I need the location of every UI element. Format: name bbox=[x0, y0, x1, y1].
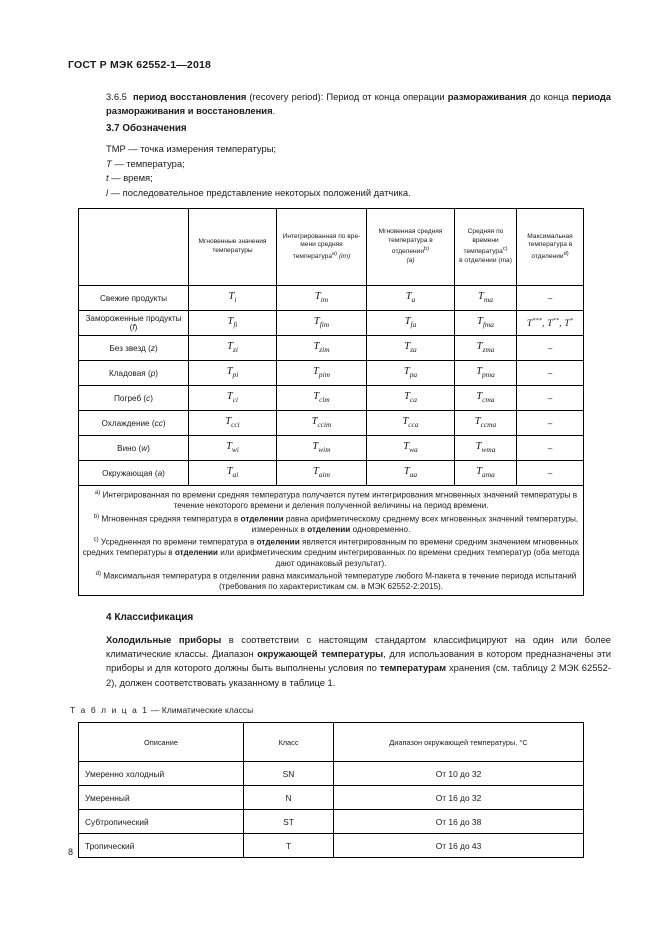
table-footnotes bbox=[79, 486, 584, 596]
symbol-definitions-list bbox=[78, 142, 611, 200]
row-label: Окружающая (a) bbox=[79, 461, 189, 486]
definition-symbol: l bbox=[106, 186, 109, 198]
cell-class: SN bbox=[244, 762, 334, 786]
row-cell-c1: $T_{fi}$ bbox=[189, 311, 277, 336]
row-cell-c4: $T_{cma}$ bbox=[455, 386, 517, 411]
definition-text: — время; bbox=[108, 172, 153, 184]
table-row bbox=[79, 810, 584, 834]
row-cell-c2: $T_{aim}$ bbox=[277, 461, 367, 486]
definition-text: — последовательное представление некоторых положений датчика. bbox=[108, 186, 411, 198]
row-label: Вино (w) bbox=[79, 436, 189, 461]
col-header-maximum bbox=[517, 209, 584, 286]
col-header-range: Диапазон окружающей температуры, °С bbox=[334, 723, 584, 762]
clause-3-7-heading: 3.7 Обозначения bbox=[106, 123, 187, 134]
footnote-ref-c: c) bbox=[502, 246, 508, 253]
para-bold-3: температурам bbox=[379, 662, 447, 674]
table-row bbox=[79, 461, 584, 486]
footnote-b: $^{b)}$ Мгновенная средняя температура в отделении равна арифметическому среднему всех мгновенных значений температуры, измеренных в отделении одновременно. bbox=[93, 513, 579, 534]
row-cell-c1: $T_{ci}$ bbox=[189, 386, 277, 411]
footnote-c: $^{c)}$ Усредненная по времени температура в отделении является интегрированным по времени средним значением мгновенных средних температуры в отделении или арифметическим средним интегрированных по времени средних температур (оба метода дают одинаковый результат). bbox=[82, 537, 580, 568]
col-header-text: Мгновенная средняя температура в отделении bbox=[378, 228, 443, 256]
row-cell-c5: – bbox=[517, 336, 584, 361]
row-cell-c3: $T_{za}$ bbox=[367, 336, 455, 361]
row-cell-c2: $T_{ccim}$ bbox=[277, 411, 367, 436]
clause-text-1: Период от конца операции bbox=[326, 91, 448, 102]
table-1-caption bbox=[70, 705, 253, 715]
row-cell-c4: $T_{ccma}$ bbox=[455, 411, 517, 436]
table-row bbox=[79, 411, 584, 436]
table-row bbox=[79, 834, 584, 858]
clause-term: период восстановления bbox=[132, 91, 247, 102]
row-label: Погреб (c) bbox=[79, 386, 189, 411]
row-label: Свежие продукты bbox=[79, 286, 189, 311]
row-cell-c5: – bbox=[517, 286, 584, 311]
definition-symbol: T bbox=[106, 157, 112, 169]
row-cell-c3: $T_{pa}$ bbox=[367, 361, 455, 386]
table-row bbox=[79, 336, 584, 361]
row-label: Без звезд (z) bbox=[79, 336, 189, 361]
row-cell-c4: $T_{ama}$ bbox=[455, 461, 517, 486]
col-header-tail: в отделении (ma) bbox=[459, 257, 512, 265]
row-cell-c2: $T_{zim}$ bbox=[277, 336, 367, 361]
cell-class: T bbox=[244, 834, 334, 858]
table-header-row bbox=[79, 209, 584, 286]
table-header-row bbox=[79, 723, 584, 762]
row-cell-c3: $T_{wa}$ bbox=[367, 436, 455, 461]
row-cell-c1: $T_{zi}$ bbox=[189, 336, 277, 361]
row-cell-c3: $T_a$ bbox=[367, 286, 455, 311]
table-row bbox=[79, 762, 584, 786]
cell-range: От 10 до 32 bbox=[334, 762, 584, 786]
para-bold-2: окружающей температуры bbox=[257, 648, 384, 660]
page-number: 8 bbox=[68, 847, 74, 857]
para-bold-1: Холодильные приборы bbox=[106, 634, 222, 645]
table-1-caption-prefix: Т а б л и ц а 1 bbox=[70, 705, 149, 715]
definition-text: — точка измерения температуры; bbox=[125, 143, 277, 154]
clause-number: 3.6.5 bbox=[106, 91, 127, 102]
table-body bbox=[79, 762, 584, 858]
row-cell-c5: – bbox=[517, 361, 584, 386]
col-header-time-average bbox=[455, 209, 517, 286]
definition-item bbox=[106, 142, 611, 157]
table-body bbox=[79, 286, 584, 486]
row-cell-c4: $T_{wma}$ bbox=[455, 436, 517, 461]
table-row bbox=[79, 311, 584, 336]
footnote-ref-d: d) bbox=[563, 250, 569, 257]
row-cell-c2: $T_{fim}$ bbox=[277, 311, 367, 336]
col-header-description: Описание bbox=[79, 723, 244, 762]
table-1-caption-text: — Климатические классы bbox=[148, 705, 254, 715]
definition-item bbox=[106, 186, 611, 201]
definition-text: — температура; bbox=[111, 157, 185, 169]
row-cell-c1: $T_{cci}$ bbox=[189, 411, 277, 436]
row-cell-c2: $T_{pim}$ bbox=[277, 361, 367, 386]
definition-item bbox=[106, 157, 611, 172]
row-cell-c5: T***, T**, T* bbox=[517, 311, 584, 336]
section-4-heading: 4 Классификация bbox=[106, 612, 194, 623]
clause-3-6-5-paragraph bbox=[78, 90, 611, 118]
clause-bold-2: периода размораживания и восстановления bbox=[106, 91, 611, 117]
row-label: Кладовая (p) bbox=[79, 361, 189, 386]
definition-symbol: t bbox=[106, 172, 109, 184]
para-text-2: , для использования в котором предназначены эти приборы и для которого должны быть выполнены условия по bbox=[106, 648, 611, 674]
col-header-tail: (a) bbox=[406, 257, 415, 265]
definition-symbol: TMP bbox=[106, 143, 126, 154]
row-label: Охлаждение (cc) bbox=[79, 411, 189, 436]
row-cell-c1: $T_{wi}$ bbox=[189, 436, 277, 461]
row-cell-c3: $T_{aa}$ bbox=[367, 461, 455, 486]
definition-item bbox=[106, 171, 611, 186]
row-cell-c5: – bbox=[517, 436, 584, 461]
row-cell-c2: $T_{wim}$ bbox=[277, 436, 367, 461]
footnote-ref-a: a) bbox=[332, 250, 338, 257]
col-header-instantaneous-avg bbox=[367, 209, 455, 286]
col-header-text: Интегрированная по времени средняя температура bbox=[282, 232, 361, 260]
clause-text-2: до конца bbox=[526, 91, 572, 102]
row-cell-c4: $T_{fma}$ bbox=[455, 311, 517, 336]
climate-classes-table bbox=[78, 722, 584, 858]
cell-description: Умеренный bbox=[79, 786, 244, 810]
para-text-3: хранения (см. таблицу 2 МЭК 62552-2), должен соответствовать указанному в таблице 1. bbox=[106, 662, 611, 688]
table-footnotes-row bbox=[79, 486, 584, 596]
cell-class: N bbox=[244, 786, 334, 810]
row-cell-c3: $T_{cca}$ bbox=[367, 411, 455, 436]
running-header: ГОСТ Р МЭК 62552-1—2018 bbox=[68, 59, 212, 71]
table-row bbox=[79, 786, 584, 810]
section-4-paragraph bbox=[78, 633, 611, 690]
col-header-tail: (im) bbox=[337, 252, 351, 260]
col-header-time-integrated bbox=[277, 209, 367, 286]
row-cell-c4: $T_{ma}$ bbox=[455, 286, 517, 311]
temperature-symbols-table bbox=[78, 208, 584, 596]
cell-range: От 16 до 32 bbox=[334, 786, 584, 810]
row-cell-c5: – bbox=[517, 461, 584, 486]
row-cell-c1: $T_i$ bbox=[189, 286, 277, 311]
row-label: Замороженные продукты (f) bbox=[79, 311, 189, 336]
table-row bbox=[79, 436, 584, 461]
col-header-text: Средняя по времени температура bbox=[463, 228, 504, 256]
row-cell-c5: – bbox=[517, 386, 584, 411]
col-header-class: Класс bbox=[244, 723, 334, 762]
footnote-a: $^{a)}$ Интегрированная по времени средняя температура получается путем интегрирования мгновенных значений температуры в течение некоторого времени и деления полученной величины на период времени. bbox=[94, 490, 578, 511]
clause-english: (recovery period): bbox=[249, 91, 324, 102]
cell-description: Умеренно холодный bbox=[79, 762, 244, 786]
col-header-text: Мгновенные значения температуры bbox=[198, 238, 267, 254]
footnote-d: $^{d)}$ Максимальная температура в отделении равна максимальной температуре любого М-пакета в течение периода испытаний (требования по характеристикам см. в МЭК 62552-2:2015). bbox=[95, 571, 577, 592]
cell-description: Субтропический bbox=[79, 810, 244, 834]
clause-bold-1: размораживания bbox=[447, 91, 527, 102]
table-row bbox=[79, 361, 584, 386]
cell-class: ST bbox=[244, 810, 334, 834]
row-cell-c4: $T_{pma}$ bbox=[455, 361, 517, 386]
row-cell-c1: $T_{pi}$ bbox=[189, 361, 277, 386]
row-cell-c4: $T_{zma}$ bbox=[455, 336, 517, 361]
table-row bbox=[79, 386, 584, 411]
row-cell-c3: $T_{fa}$ bbox=[367, 311, 455, 336]
row-cell-c2: $T_{cim}$ bbox=[277, 386, 367, 411]
col-header-text: Максимальная температура в отделении bbox=[527, 232, 573, 260]
row-cell-c5: – bbox=[517, 411, 584, 436]
footnote-ref-b: b) bbox=[424, 246, 430, 253]
col-header-blank bbox=[79, 209, 189, 286]
cell-range: От 16 до 38 bbox=[334, 810, 584, 834]
col-header-instantaneous bbox=[189, 209, 277, 286]
cell-description: Тропический bbox=[79, 834, 244, 858]
clause-text-3: . bbox=[272, 105, 276, 117]
row-cell-c3: $T_{ca}$ bbox=[367, 386, 455, 411]
row-cell-c2: $T_{im}$ bbox=[277, 286, 367, 311]
table-row bbox=[79, 286, 584, 311]
para-text-1: в соответствии с настоящим стандартом классифицируют на один или более климатические классы. Диапазон bbox=[106, 634, 611, 660]
row-cell-c1: $T_{ai}$ bbox=[189, 461, 277, 486]
cell-range: От 16 до 43 bbox=[334, 834, 584, 858]
